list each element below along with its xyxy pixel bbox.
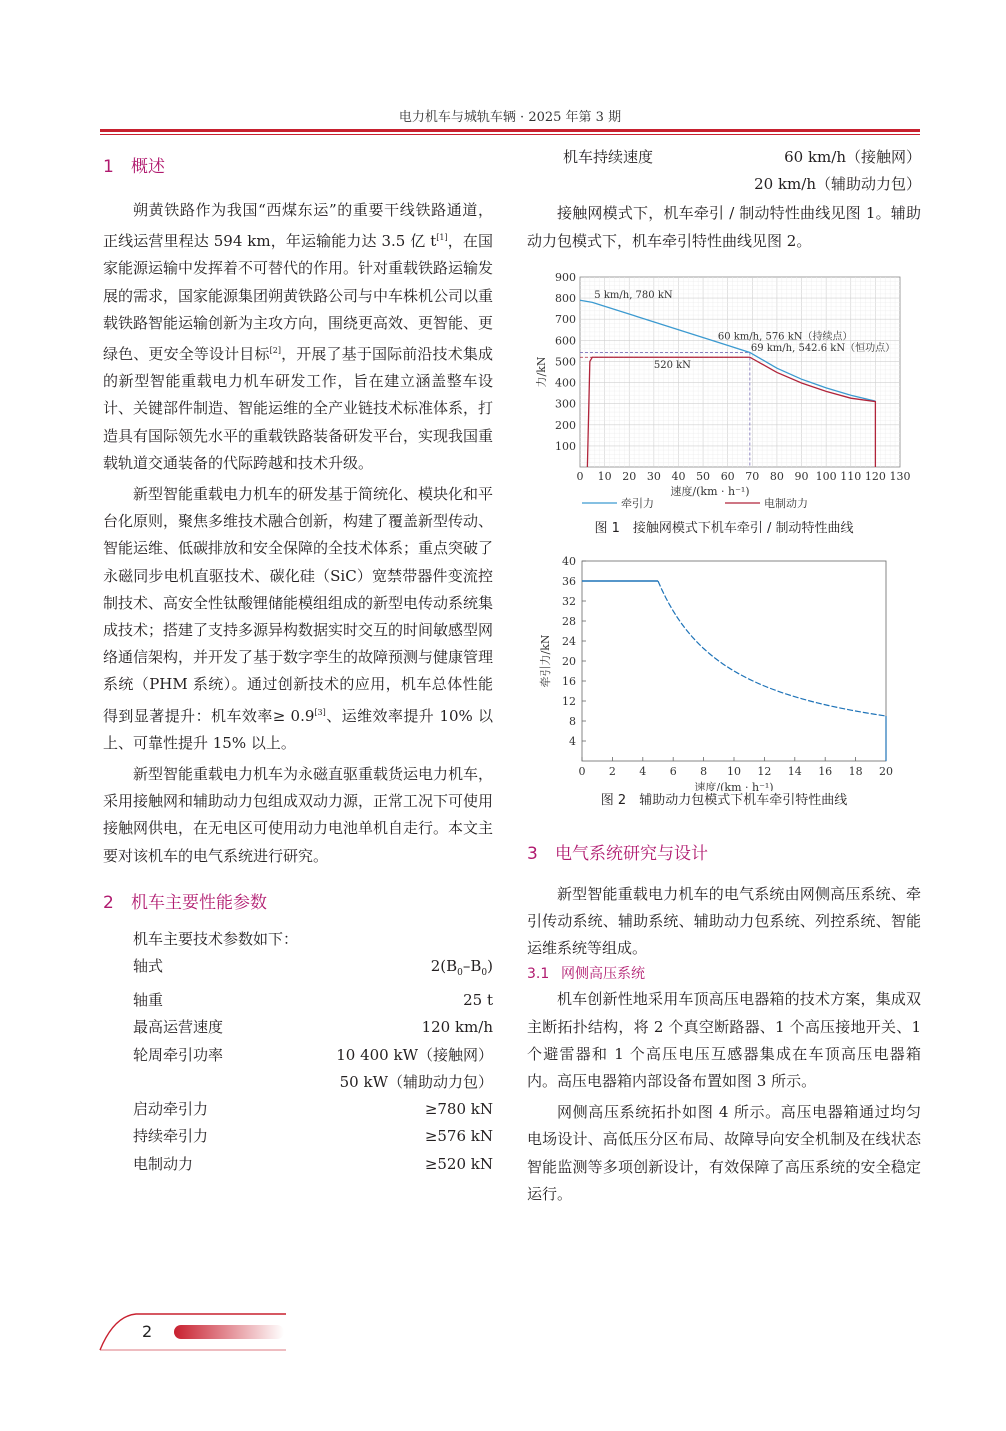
x-tick-label: 50 xyxy=(696,469,711,483)
x-tick-label: 60 xyxy=(720,469,735,483)
x-tick-label: 0 xyxy=(576,469,584,483)
paragraph: 新型智能重载电力机车的研发基于简统化、模块化和平台化原则，聚焦多维技术融合创新，构建了覆盖新型传动、智能运维、低碳排放和安全保障的全技术体系；重点突破了永磁同步电机直驱技术、碳化硅（SiC）宽禁带器件变流控制技术、高安全性钛酸锂储能模组组成的新型电传动系统集成技术；搭建了支持多源异构数据实时交互的时间敏感型网络通信架构，并开发了基于数字孪生的故障预测与健康管理系统（PHM 系统）。通过创新技术的应用，机车总体性能得到显著提升：机车效率≥ 0.9[3]、运维效率提升 10% 以上、可靠性提升 15% 以上。 xyxy=(103,485,494,752)
figure-2-chart xyxy=(527,551,921,791)
param-row xyxy=(103,1123,493,1150)
legend-label: 牵引力 xyxy=(621,496,654,510)
citation: [3] xyxy=(314,707,326,717)
param-value: 120 km/h xyxy=(421,1018,493,1037)
param-name: 启动牵引力 xyxy=(133,1100,209,1119)
left-column xyxy=(103,152,493,1178)
param-row xyxy=(103,1042,493,1069)
paragraph: 网侧高压系统拓扑如图 4 所示。高压电器箱通过均匀电场设计、高低压分区布局、故障导向安全机制及在线状态智能监测等多项创新设计，有效保障了高压系统的安全稳定运行。 xyxy=(527,1103,921,1203)
annotation: 60 km/h, 576 kN（持续点） xyxy=(717,331,853,343)
header-rule xyxy=(100,129,920,132)
figure-2 xyxy=(527,551,921,791)
x-tick-label: 40 xyxy=(671,469,686,483)
param-name: 轮周牵引功率 xyxy=(133,1045,224,1064)
section-number: 3 xyxy=(527,843,538,864)
param-row xyxy=(103,1151,493,1178)
y-tick-label: 16 xyxy=(562,674,576,688)
section-title: 概述 xyxy=(131,157,165,177)
subsection-number: 3.1 xyxy=(527,966,550,983)
citation: [2] xyxy=(269,346,281,356)
x-axis-label: 速度/(km · h⁻¹) xyxy=(670,484,750,498)
x-tick-label: 6 xyxy=(669,764,677,778)
plot-area xyxy=(580,277,900,467)
param-value: 60 km/h（接触网） xyxy=(784,148,921,166)
param-row xyxy=(103,1096,493,1123)
paragraph: 接触网模式下，机车牵引 / 制动特性曲线见图 1。辅助动力包模式下，机车牵引特性曲线见图 2。 xyxy=(527,204,921,250)
x-tick-label: 120 xyxy=(864,469,886,483)
annotation: 69 km/h, 542.6 kN（恒功点） xyxy=(750,342,896,354)
x-tick-label: 8 xyxy=(700,764,708,778)
paragraph: 新型智能重载电力机车为永磁直驱重载货运电力机车，采用接触网和辅助动力包组成双动力源，正常工况下可使用接触网供电，在无电区可使用动力电池单机自走行。本文主要对该机车的电气系统进行研究。 xyxy=(103,765,494,865)
x-tick-label: 80 xyxy=(769,469,784,483)
plot-area xyxy=(582,561,886,761)
y-tick-label: 500 xyxy=(555,355,576,369)
citation: [1] xyxy=(436,233,448,243)
y-tick-label: 8 xyxy=(569,714,576,728)
figure-1-caption: 图 1 接触网模式下机车牵引 / 制动特性曲线 xyxy=(594,520,854,536)
section-3-heading xyxy=(527,839,921,869)
figure-1-chart xyxy=(527,267,921,519)
param-row xyxy=(103,953,493,987)
param-row xyxy=(103,1014,493,1041)
paragraph: 机车创新性地采用车顶高压电器箱的技术方案，集成双主断拓扑结构，将 2 个真空断路器、1 个高压接地开关、1 个避雷器和 1 个高压电压互感器集成在车顶高压电器箱内。高压电器箱内部设备布置如图 3 所示。 xyxy=(527,990,921,1091)
param-value: ≥576 kN xyxy=(424,1127,493,1146)
x-tick-label: 30 xyxy=(646,469,661,483)
y-axis-label: 力/kN xyxy=(535,356,548,388)
annotation: 520 kN xyxy=(653,359,691,371)
x-tick-label: 0 xyxy=(578,764,586,778)
param-value: ≥780 kN xyxy=(424,1100,493,1119)
y-tick-label: 100 xyxy=(555,439,576,453)
y-tick-label: 32 xyxy=(562,594,576,608)
x-axis-label: 速度/(km · h⁻¹) xyxy=(694,780,774,791)
right-column xyxy=(527,144,921,1208)
x-tick-label: 18 xyxy=(848,764,863,778)
x-tick-label: 20 xyxy=(622,469,637,483)
x-tick-label: 10 xyxy=(727,764,741,778)
x-tick-label: 110 xyxy=(840,469,862,483)
x-tick-label: 10 xyxy=(597,469,612,483)
y-axis-label: 牵引力/kN xyxy=(539,634,552,688)
page-number: 2 xyxy=(142,1322,153,1341)
annotation: 5 km/h, 780 kN xyxy=(594,289,673,301)
x-tick-label: 70 xyxy=(745,469,760,483)
param-name: 轴重 xyxy=(133,991,164,1010)
param-name: 最高运营速度 xyxy=(133,1018,224,1037)
param-value: 25 t xyxy=(463,991,493,1010)
paragraph: 朔黄铁路作为我国“西煤东运”的重要干线铁路通道，正线运营里程达 594 km，年运输能力达 3.5 亿 t[1]，在国家能源运输中发挥着不可替代的作用。针对重载铁路运输发展的需求，国家能源集团朔黄铁路公司与中车株机公司以重载铁路智能运输创新为主攻方向，围绕更高效、更智能、更绿色、更安全等设计目标[2]，开展了基于国际前沿技术集成的新型智能重载电力机车研发工作，旨在建立涵盖整车设计、关键部件制造、智能运维的全产业链技术标准体系，打造具有国际领先水平的重载铁路装备研发平台，实现我国重载轨道交通装备的代际跨越和技术升级。 xyxy=(103,201,494,472)
param-name: 持续牵引力 xyxy=(133,1127,209,1146)
params-table-continued xyxy=(527,144,921,198)
figure-2-caption: 图 2 辅助动力包模式下机车牵引特性曲线 xyxy=(600,792,848,808)
params-table xyxy=(103,953,493,1178)
param-value: ≥520 kN xyxy=(424,1154,493,1173)
params-intro: 机车主要技术参数如下： xyxy=(133,929,299,948)
x-tick-label: 4 xyxy=(639,764,647,778)
y-tick-label: 4 xyxy=(569,734,576,748)
paragraph: 新型智能重载电力机车的电气系统由网侧高压系统、牵引传动系统、辅助系统、辅助动力包系统、列控系统、智能运维系统等组成。 xyxy=(527,884,921,958)
y-tick-label: 40 xyxy=(562,554,576,568)
param-row xyxy=(103,987,493,1014)
param-row xyxy=(533,171,921,198)
section-2-heading xyxy=(103,888,493,918)
param-value: $2(B_0-B_0)$ xyxy=(430,957,493,979)
figure-1 xyxy=(527,267,921,519)
y-tick-label: 800 xyxy=(555,291,576,305)
param-name: 机车持续速度 xyxy=(563,148,654,166)
section-title: 电气系统研究与设计 xyxy=(555,843,708,864)
param-name: 轴式 xyxy=(133,957,164,976)
subsection-title: 网侧高压系统 xyxy=(561,966,645,983)
x-tick-label: 2 xyxy=(608,764,616,778)
x-tick-label: 130 xyxy=(889,469,911,483)
x-tick-label: 20 xyxy=(879,764,893,778)
y-tick-label: 600 xyxy=(555,334,576,348)
y-tick-label: 300 xyxy=(555,397,576,411)
y-tick-label: 36 xyxy=(562,574,576,588)
y-tick-label: 200 xyxy=(555,418,576,432)
param-value: 50 kW（辅助动力包） xyxy=(339,1072,493,1091)
section-number: 2 xyxy=(103,892,114,913)
param-row xyxy=(103,1069,493,1096)
param-value: 10 400 kW（接触网） xyxy=(336,1045,493,1064)
y-tick-label: 900 xyxy=(555,270,576,284)
section-number: 1 xyxy=(103,157,114,177)
x-tick-label: 12 xyxy=(757,764,772,778)
x-tick-label: 14 xyxy=(787,764,802,778)
x-tick-label: 100 xyxy=(815,469,837,483)
x-tick-label: 90 xyxy=(794,469,809,483)
header-rule-thin xyxy=(100,134,920,135)
subsection-3-1-heading xyxy=(527,962,921,986)
section-title: 机车主要性能参数 xyxy=(131,892,267,913)
footer-ornament xyxy=(96,1308,296,1354)
y-tick-label: 400 xyxy=(555,376,576,390)
y-tick-label: 20 xyxy=(562,654,576,668)
param-value: 20 km/h（辅助动力包） xyxy=(754,175,921,194)
section-1-heading xyxy=(103,152,493,182)
running-header: 电力机车与城轨车辆 · 2025 年第 3 期 xyxy=(398,110,622,125)
param-row xyxy=(533,144,921,171)
legend-label: 电制动力 xyxy=(764,496,808,510)
y-tick-label: 28 xyxy=(562,614,576,628)
y-tick-label: 700 xyxy=(555,313,576,327)
y-tick-label: 24 xyxy=(562,634,576,648)
y-tick-label: 12 xyxy=(562,694,576,708)
param-name: 电制动力 xyxy=(133,1154,194,1173)
x-tick-label: 16 xyxy=(818,764,833,778)
